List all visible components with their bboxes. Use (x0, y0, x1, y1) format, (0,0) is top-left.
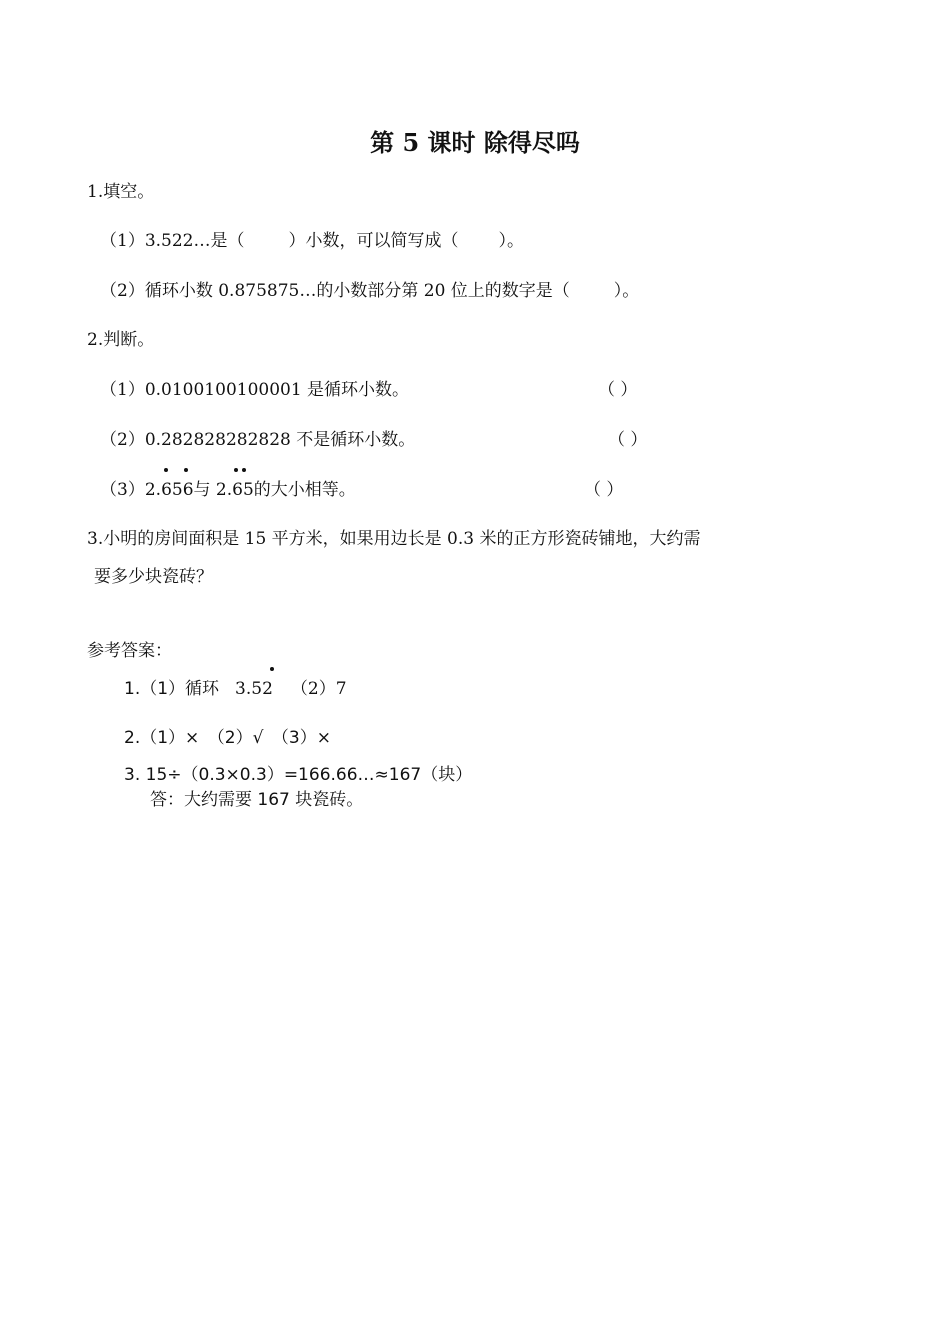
answer-3-line-1: 3. 15÷（0.3×0.3）=166.66…≈167（块） (124, 765, 473, 785)
q2-item-3-repeating-a-digits: 656 (161, 480, 194, 500)
q1-item-1 (100, 230, 524, 252)
answer-1-value-digits: 3.52 (235, 679, 273, 699)
q2-item-3-answer-box[interactable]: （ ） (584, 480, 624, 500)
q2-item-2-number: （2） (100, 430, 145, 450)
answers-heading: 参考答案： (87, 641, 172, 661)
q2-item-3-repeating-b (232, 479, 254, 501)
q3-line-2: 要多少块瓷砖？ (94, 567, 213, 587)
repeat-dot-icon (270, 667, 274, 671)
q2-item-3-repeating-a (161, 479, 193, 501)
q1-item-1-text-a: 3.522…是（ (144, 231, 245, 251)
repeat-dot-icon (164, 468, 168, 472)
answer-1 (124, 678, 347, 700)
q1-item-2 (100, 280, 639, 302)
page-title: 第 5 课时 除得尽吗 (370, 128, 580, 157)
q2-heading: 2.判断。 (87, 330, 155, 350)
answer-1-prefix: 1.（1）循环 (124, 679, 220, 699)
q2-item-1-answer-box[interactable]: （ ） (598, 380, 638, 400)
q2-item-3-number-a-int: 2. (144, 480, 162, 500)
q2-item-3-mid: 与 2. (193, 480, 233, 500)
q1-item-2-number: （2） (100, 281, 145, 301)
q1-item-2-text-b: ）。 (613, 281, 640, 301)
q2-item-2 (100, 429, 415, 451)
answer-3-line-2: 答：大约需要 167 块瓷砖。 (150, 790, 364, 810)
q3-line-1: 3.小明的房间面积是 15 平方米，如果用边长是 0.3 米的正方形瓷砖铺地，大约需 (87, 529, 701, 549)
q2-item-3-tail: 的大小相等。 (253, 480, 356, 500)
q1-heading: 1.填空。 (87, 182, 155, 202)
q1-item-1-text-b: ）小数，可以简写成（ (288, 231, 459, 251)
q1-item-1-number: （1） (100, 231, 145, 251)
q2-item-3-repeating-b-digits: 65 (232, 480, 254, 500)
q2-item-1 (100, 379, 409, 401)
q1-item-1-text-c: ）。 (498, 231, 524, 251)
q2-item-1-text: 0.0100100100001 是循环小数。 (144, 380, 410, 400)
q2-item-3-number: （3） (100, 480, 145, 500)
answer-1-value (235, 678, 273, 700)
q1-item-2-text-a: 循环小数 0.875875…的小数部分第 20 位上的数字是（ (144, 281, 570, 301)
answer-2: 2.（1）× （2）√ （3）× (124, 728, 331, 748)
q2-item-3 (100, 479, 356, 501)
repeat-dot-icon (184, 468, 188, 472)
answer-1-suffix: （2）7 (290, 679, 347, 699)
q2-item-2-text: 0.282828282828 不是循环小数。 (144, 430, 416, 450)
repeat-dot-icon (234, 468, 238, 472)
q2-item-1-number: （1） (100, 380, 145, 400)
repeat-dot-icon (242, 468, 246, 472)
q2-item-2-answer-box[interactable]: （ ） (608, 430, 648, 450)
